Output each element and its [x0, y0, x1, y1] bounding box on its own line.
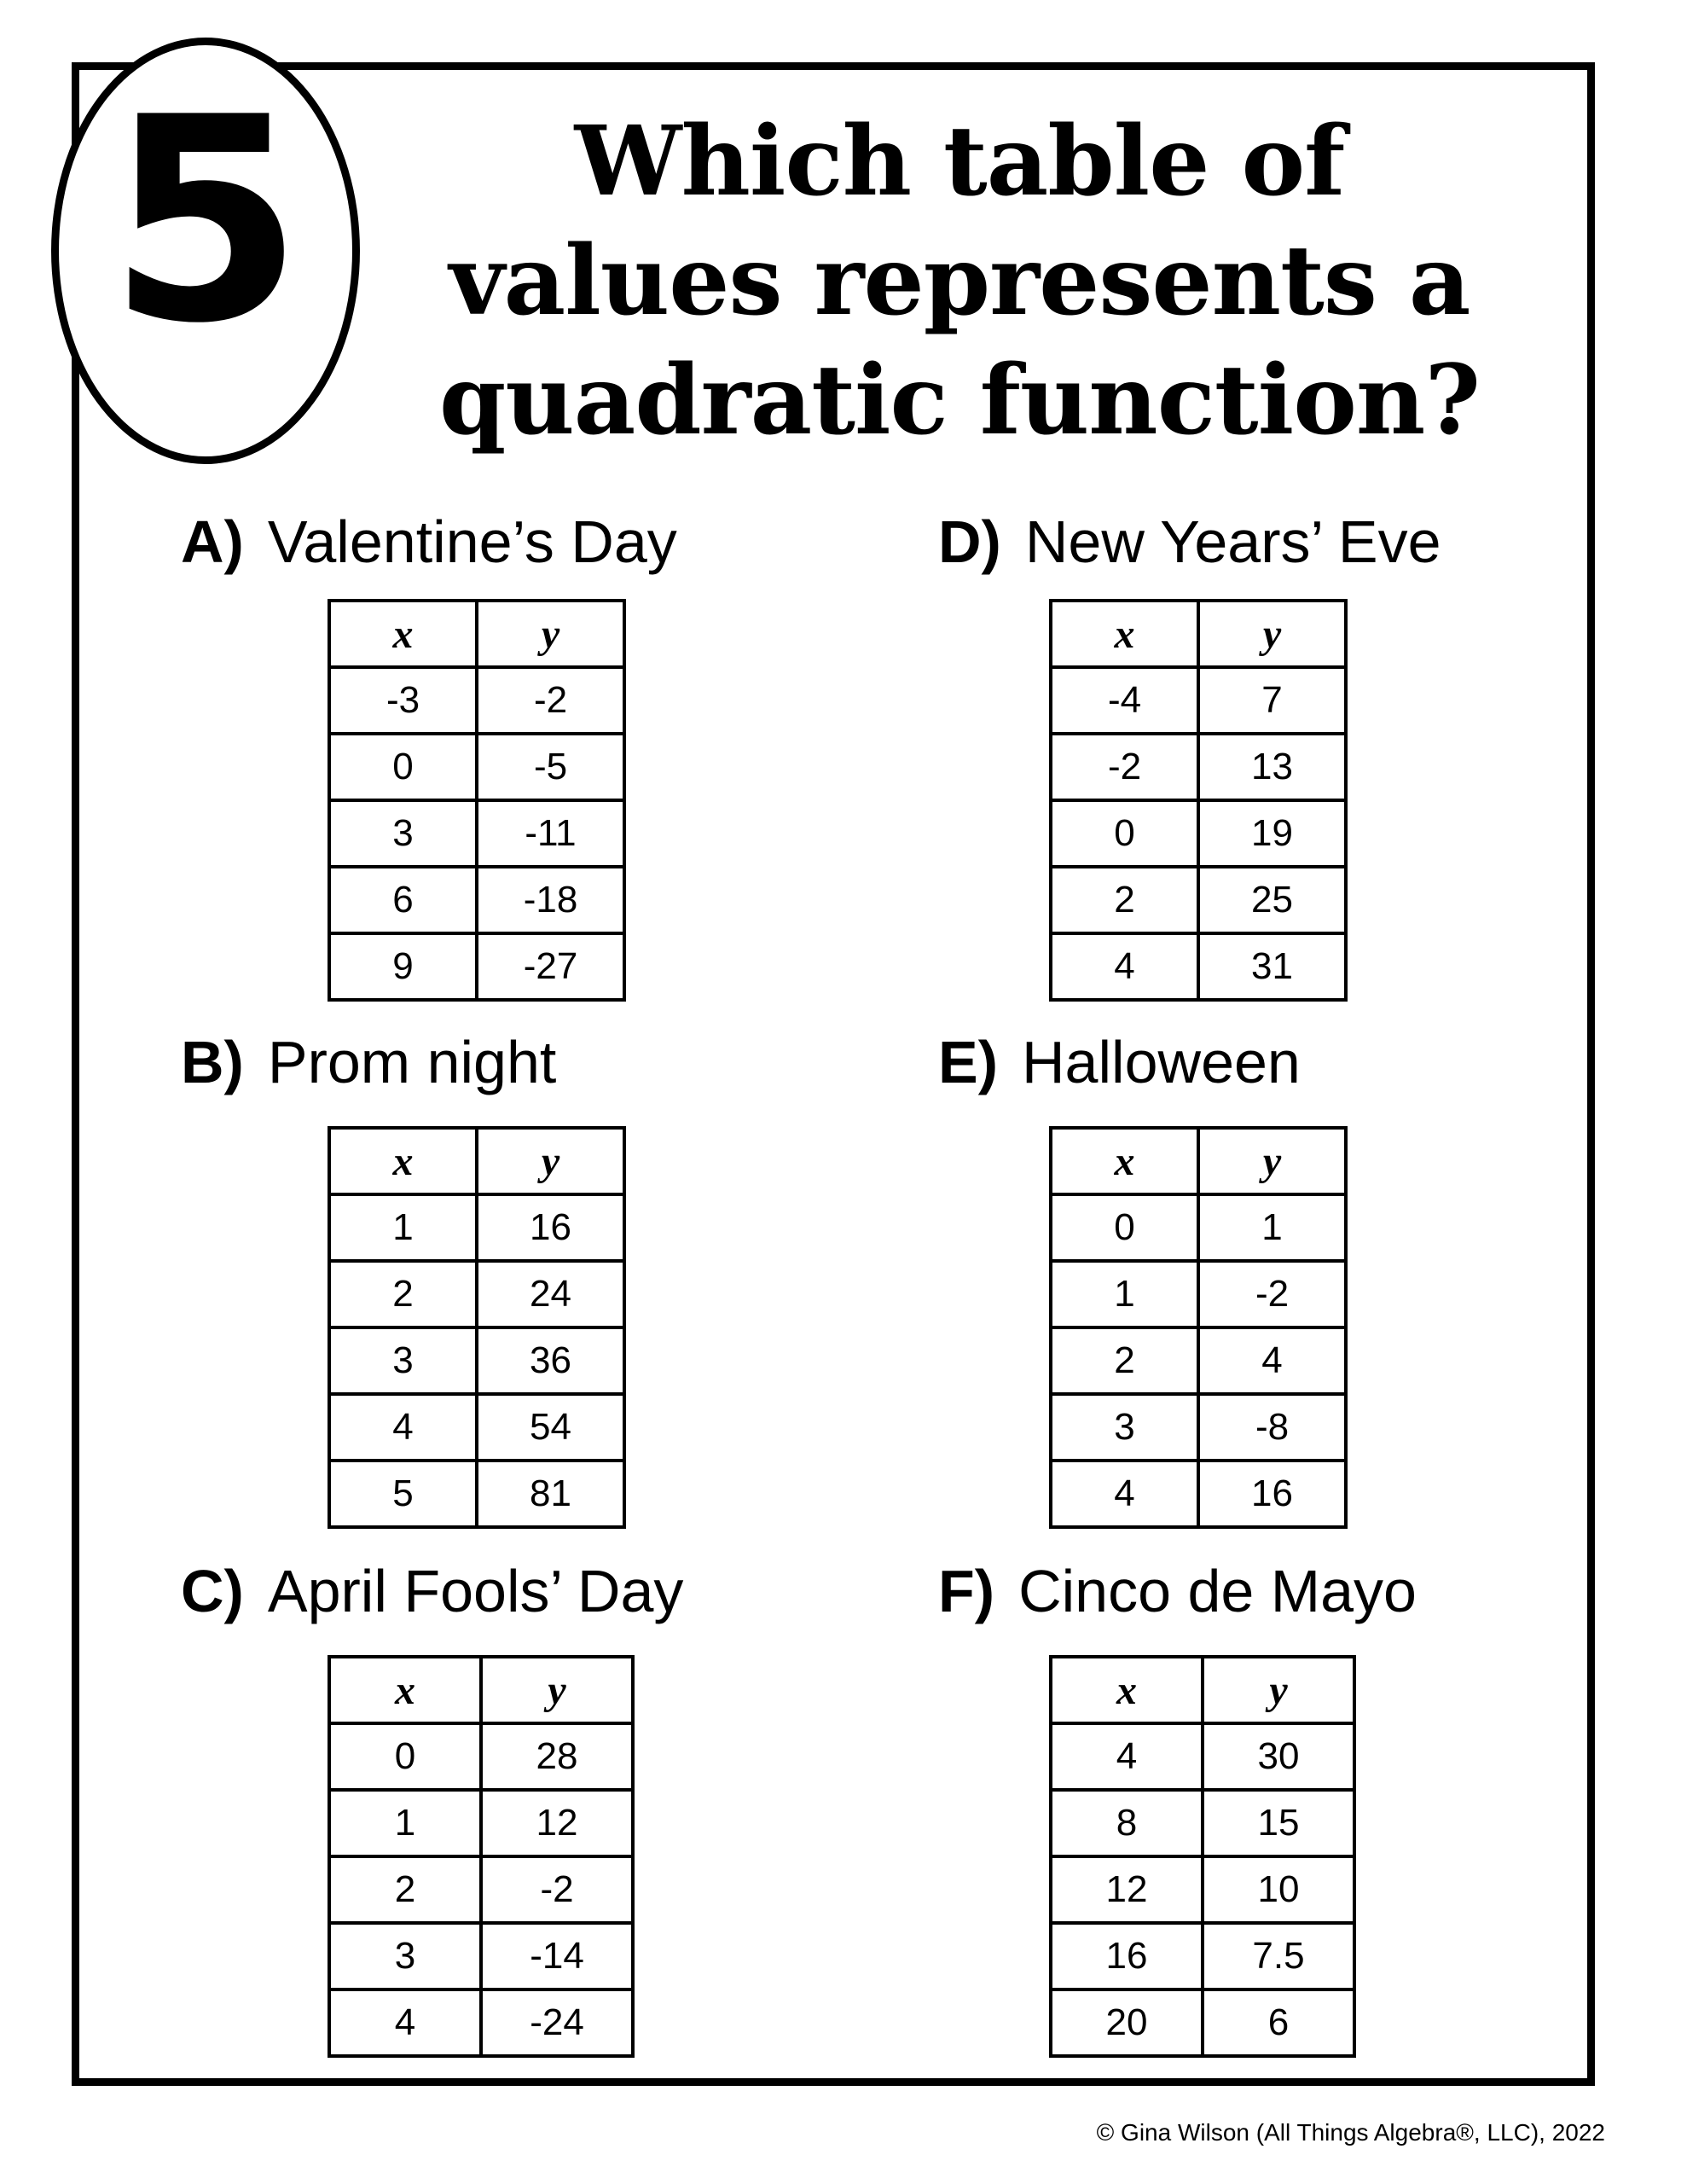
table-row — [1051, 800, 1346, 867]
table-f — [1049, 1655, 1356, 2058]
section-c-heading — [181, 1557, 683, 1625]
y-value-cell: -5 — [477, 734, 624, 800]
x-value-cell: 3 — [329, 800, 477, 867]
section-a-letter: A) — [181, 508, 244, 575]
x-value-cell: 2 — [329, 1261, 477, 1327]
y-value-cell: -2 — [481, 1856, 633, 1923]
x-value-cell: 4 — [1051, 1723, 1203, 1790]
table-row — [329, 1923, 633, 1989]
y-value-cell: 28 — [481, 1723, 633, 1790]
x-value-cell: 0 — [329, 734, 477, 800]
x-value-cell: 8 — [1051, 1790, 1203, 1856]
table-header-row — [1051, 1657, 1354, 1723]
x-value-cell: 6 — [329, 867, 477, 933]
y-value-cell: -27 — [477, 933, 624, 1000]
y-value-cell: 31 — [1198, 933, 1346, 1000]
x-value-cell: 1 — [329, 1790, 481, 1856]
y-value-cell: 54 — [477, 1394, 624, 1461]
x-value-cell: 20 — [1051, 1989, 1203, 2056]
table-row — [1051, 1194, 1346, 1261]
y-value-cell: 10 — [1203, 1856, 1354, 1923]
table-row — [329, 1723, 633, 1790]
table-row — [1051, 1261, 1346, 1327]
y-value-cell: 25 — [1198, 867, 1346, 933]
y-value-cell: 15 — [1203, 1790, 1354, 1856]
x-value-cell: 0 — [1051, 800, 1198, 867]
y-value-cell: 36 — [477, 1327, 624, 1394]
table-row — [329, 1327, 624, 1394]
section-b-name: Prom night — [267, 1029, 557, 1095]
x-value-cell: 0 — [329, 1723, 481, 1790]
y-column-header: y — [1203, 1657, 1354, 1723]
title-line-3: quadratic function? — [439, 345, 1480, 456]
x-value-cell: 9 — [329, 933, 477, 1000]
x-column-header: x — [329, 1657, 481, 1723]
y-value-cell: 6 — [1203, 1989, 1354, 2056]
x-value-cell: 4 — [1051, 1461, 1198, 1527]
x-column-header: x — [329, 1128, 477, 1194]
section-b-heading — [181, 1028, 556, 1096]
y-value-cell: 19 — [1198, 800, 1346, 867]
table-row — [1051, 1723, 1354, 1790]
y-value-cell: 1 — [1198, 1194, 1346, 1261]
x-column-header: x — [329, 601, 477, 667]
table-row — [1051, 1394, 1346, 1461]
x-column-header: x — [1051, 601, 1198, 667]
x-value-cell: -4 — [1051, 667, 1198, 734]
section-e-name: Halloween — [1022, 1029, 1301, 1095]
y-value-cell: -2 — [477, 667, 624, 734]
question-title — [401, 102, 1518, 461]
title-line-2: values represents a — [449, 225, 1470, 337]
table-row — [1051, 1923, 1354, 1989]
y-value-cell: -11 — [477, 800, 624, 867]
question-number: 5 — [107, 57, 304, 385]
section-f-name: Cinco de Mayo — [1018, 1558, 1417, 1624]
table-a — [328, 599, 626, 1002]
x-column-header: x — [1051, 1657, 1203, 1723]
x-value-cell: -2 — [1051, 734, 1198, 800]
table-row — [329, 800, 624, 867]
table-c — [328, 1655, 635, 2058]
table-row — [329, 1261, 624, 1327]
table-b — [328, 1126, 626, 1529]
x-value-cell: 12 — [1051, 1856, 1203, 1923]
table-row — [329, 1989, 633, 2056]
section-d-letter: D) — [938, 508, 1001, 575]
table-row — [1051, 1989, 1354, 2056]
table-row — [1051, 734, 1346, 800]
y-value-cell: -2 — [1198, 1261, 1346, 1327]
x-value-cell: 1 — [329, 1194, 477, 1261]
table-row — [329, 1461, 624, 1527]
section-c-letter: C) — [181, 1558, 244, 1624]
table-row — [329, 867, 624, 933]
x-value-cell: 5 — [329, 1461, 477, 1527]
table-row — [329, 667, 624, 734]
section-f-heading — [938, 1557, 1417, 1625]
table-e — [1049, 1126, 1348, 1529]
y-value-cell: 24 — [477, 1261, 624, 1327]
y-value-cell: 30 — [1203, 1723, 1354, 1790]
section-a-heading — [181, 508, 677, 576]
table-header-row — [329, 1657, 633, 1723]
x-value-cell: 2 — [329, 1856, 481, 1923]
table-row — [329, 734, 624, 800]
x-value-cell: 4 — [1051, 933, 1198, 1000]
x-value-cell: 4 — [329, 1394, 477, 1461]
x-value-cell: 4 — [329, 1989, 481, 2056]
section-e-letter: E) — [938, 1029, 998, 1095]
y-value-cell: -14 — [481, 1923, 633, 1989]
y-column-header: y — [477, 601, 624, 667]
x-value-cell: 16 — [1051, 1923, 1203, 1989]
x-column-header: x — [1051, 1128, 1198, 1194]
section-d-name: New Years’ Eve — [1024, 508, 1441, 575]
table-row — [1051, 667, 1346, 734]
y-value-cell: 81 — [477, 1461, 624, 1527]
y-column-header: y — [477, 1128, 624, 1194]
x-value-cell: 3 — [329, 1923, 481, 1989]
y-column-header: y — [1198, 1128, 1346, 1194]
y-value-cell: -8 — [1198, 1394, 1346, 1461]
x-value-cell: 2 — [1051, 1327, 1198, 1394]
y-value-cell: 13 — [1198, 734, 1346, 800]
table-row — [329, 933, 624, 1000]
table-row — [329, 1790, 633, 1856]
section-e-heading — [938, 1028, 1301, 1096]
y-column-header: y — [481, 1657, 633, 1723]
table-row — [329, 1856, 633, 1923]
title-line-1: Which table of — [574, 106, 1345, 218]
y-value-cell: -24 — [481, 1989, 633, 2056]
table-header-row — [1051, 601, 1346, 667]
section-f-letter: F) — [938, 1558, 995, 1624]
table-row — [329, 1194, 624, 1261]
table-row — [1051, 933, 1346, 1000]
table-row — [329, 1394, 624, 1461]
x-value-cell: -3 — [329, 667, 477, 734]
x-value-cell: 3 — [1051, 1394, 1198, 1461]
table-header-row — [329, 601, 624, 667]
x-value-cell: 1 — [1051, 1261, 1198, 1327]
y-value-cell: 16 — [477, 1194, 624, 1261]
y-column-header: y — [1198, 601, 1346, 667]
x-value-cell: 3 — [329, 1327, 477, 1394]
table-row — [1051, 1461, 1346, 1527]
table-row — [1051, 1856, 1354, 1923]
y-value-cell: 7.5 — [1203, 1923, 1354, 1989]
section-c-name: April Fools’ Day — [267, 1558, 684, 1624]
table-header-row — [329, 1128, 624, 1194]
copyright-notice: © Gina Wilson (All Things Algebra®, LLC), 2022 — [1096, 2119, 1605, 2146]
y-value-cell: 12 — [481, 1790, 633, 1856]
table-row — [1051, 1790, 1354, 1856]
x-value-cell: 0 — [1051, 1194, 1198, 1261]
y-value-cell: 16 — [1198, 1461, 1346, 1527]
table-d — [1049, 599, 1348, 1002]
y-value-cell: 4 — [1198, 1327, 1346, 1394]
section-d-heading — [938, 508, 1441, 576]
table-row — [1051, 1327, 1346, 1394]
table-row — [1051, 867, 1346, 933]
table-header-row — [1051, 1128, 1346, 1194]
y-value-cell: 7 — [1198, 667, 1346, 734]
section-b-letter: B) — [181, 1029, 244, 1095]
y-value-cell: -18 — [477, 867, 624, 933]
section-a-name: Valentine’s Day — [267, 508, 677, 575]
x-value-cell: 2 — [1051, 867, 1198, 933]
